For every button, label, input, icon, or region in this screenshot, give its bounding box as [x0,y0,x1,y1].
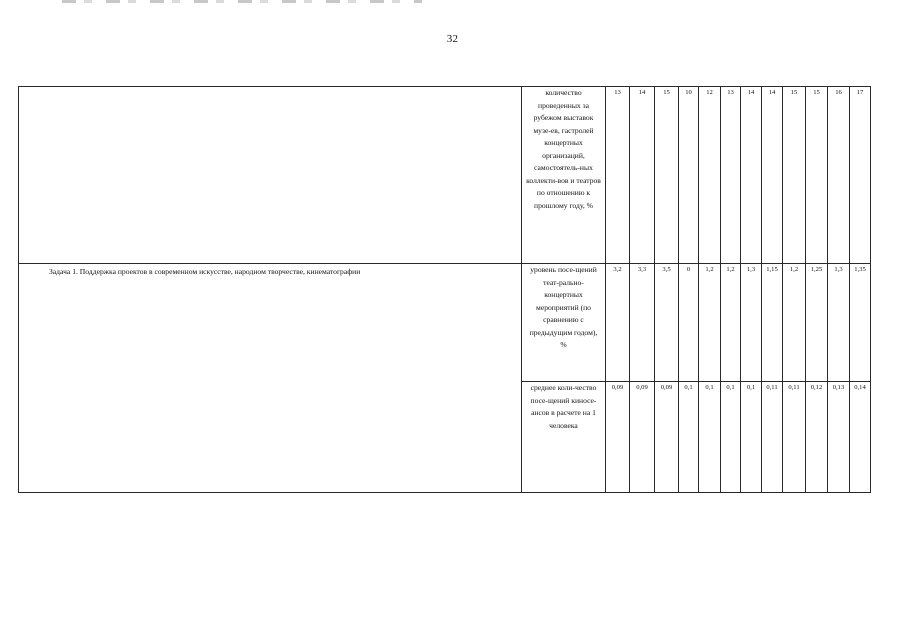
value-cell: 1,35 [850,264,871,382]
value-cell: 0,1 [721,382,741,493]
table-row [19,264,871,382]
indicator-cell: уровень посе-щений теат-рально-концертных мероприятий (по сравнению с предыдущим годом), % [522,264,606,382]
value-cell: 1,25 [806,264,828,382]
value-cell: 0,12 [806,382,828,493]
value-cell: 13 [721,87,741,264]
indicator-cell: количество проведенных за рубежом выставок музе-ев, гастролей концертных организаций, самостоятель-ных коллекти-вов и театров по отношению к прошлому году, % [522,87,606,264]
value-cell: 16 [828,87,850,264]
value-cell: 0,1 [679,382,699,493]
value-cell: 0,11 [762,382,783,493]
value-cell: 0,14 [850,382,871,493]
value-cell: 12 [699,87,721,264]
value-cell: 0,13 [828,382,850,493]
value-cell: 14 [741,87,762,264]
value-cell: 0,1 [741,382,762,493]
table-row [19,87,871,264]
value-cell: 1,2 [721,264,741,382]
value-cell: 15 [806,87,828,264]
task-cell [19,87,522,264]
value-cell: 15 [655,87,679,264]
value-cell: 15 [783,87,806,264]
value-cell: 0,11 [783,382,806,493]
value-cell: 14 [630,87,655,264]
indicator-cell: среднее коли-чество посе-щений киносе-ансов в расчете на 1 человека [522,382,606,493]
value-cell: 0,09 [606,382,630,493]
value-cell: 0,1 [699,382,721,493]
value-cell: 0 [679,264,699,382]
indicators-table [18,86,871,493]
value-cell: 1,3 [828,264,850,382]
value-cell: 13 [606,87,630,264]
value-cell: 3,5 [655,264,679,382]
value-cell: 3,2 [606,264,630,382]
value-cell: 1,3 [741,264,762,382]
page-number: 32 [446,33,459,45]
value-cell: 0,09 [655,382,679,493]
value-cell: 1,15 [762,264,783,382]
value-cell: 1,2 [699,264,721,382]
value-cell: 0,09 [630,382,655,493]
scan-artifact [62,0,422,3]
value-cell: 10 [679,87,699,264]
value-cell: 1,2 [783,264,806,382]
value-cell: 14 [762,87,783,264]
value-cell: 17 [850,87,871,264]
value-cell: 3,3 [630,264,655,382]
task-cell: Задача 1. Поддержка проектов в современном искусстве, народном творчестве, кинематографии [19,264,522,493]
